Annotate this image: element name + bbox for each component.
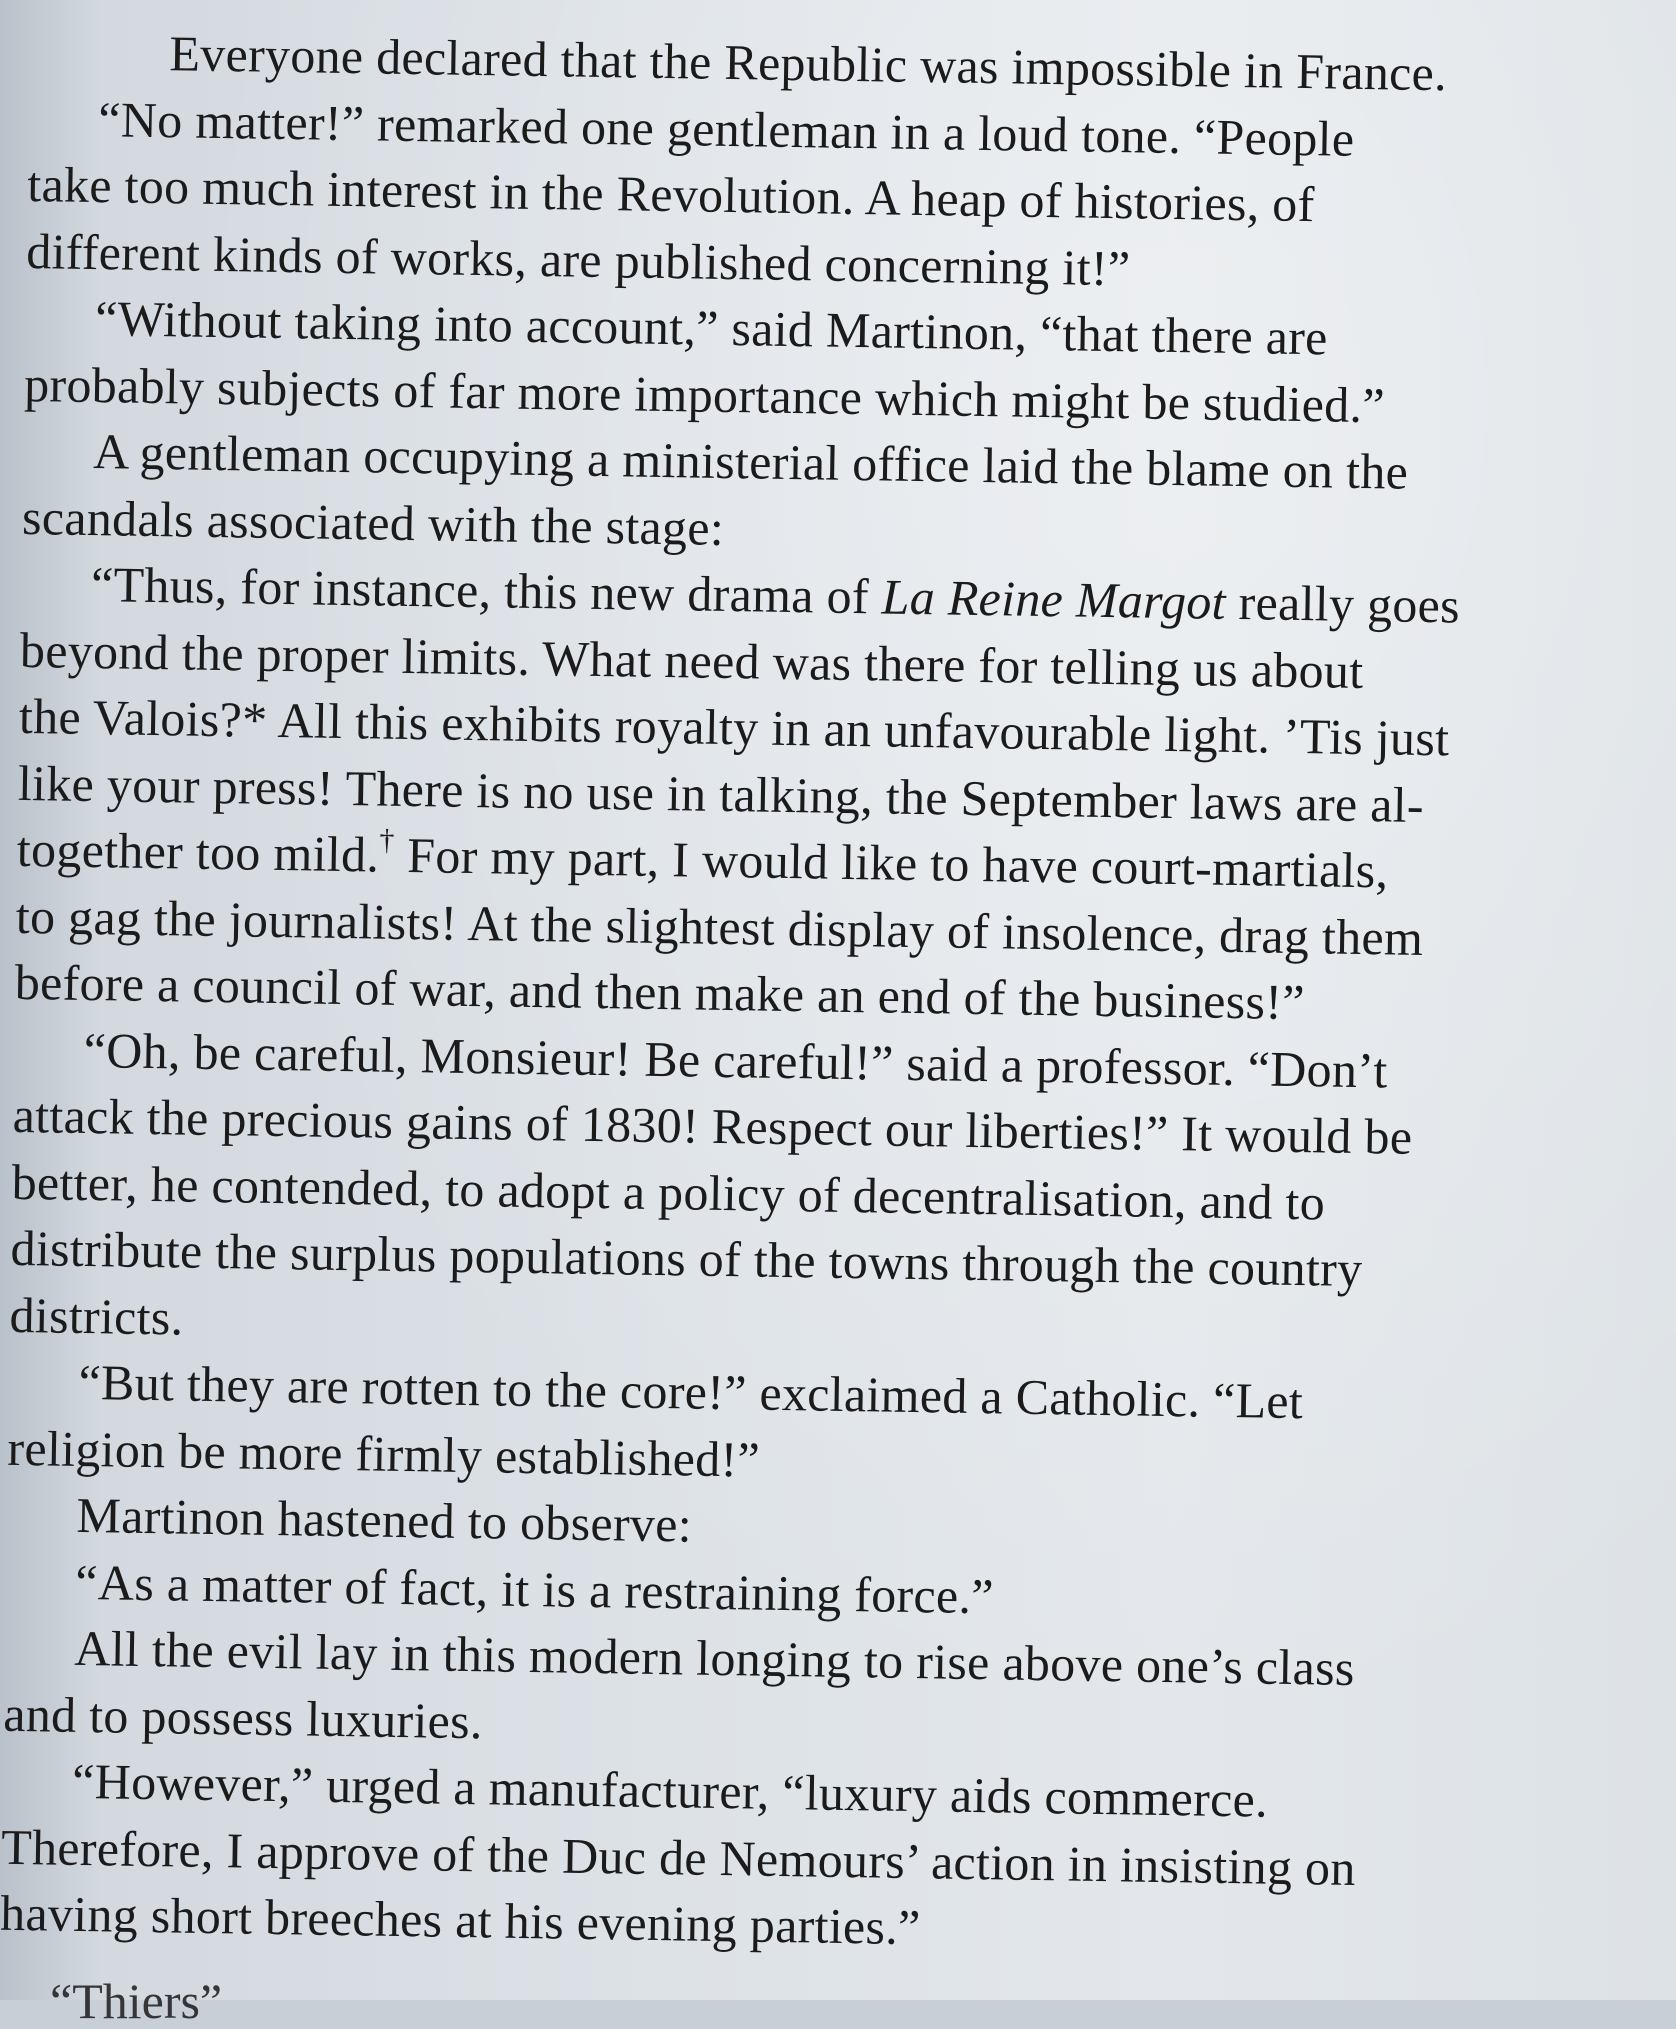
play-title: La Reine Margot xyxy=(881,568,1227,630)
cut-off-next-line xyxy=(50,1973,550,2029)
text-line-4: different kinds of works, are published concerning it!” xyxy=(25,222,1131,296)
text-line-12: like your press! There is no use in talking, the September laws are al- xyxy=(17,754,1425,833)
text-line-6: probably subjects of far more importance which might be studied.” xyxy=(23,355,1386,433)
text-line-27: “However,” urged a manufacturer, “luxury aids commerce. xyxy=(71,1752,1269,1828)
text-line-19: distribute the surplus populations of the towns through the country xyxy=(10,1219,1363,1298)
text-line-24: “As a matter of fact, it is a restraining force.” xyxy=(75,1553,995,1624)
text-line-14: to gag the journalists! At the slightest display of insolence, drag them xyxy=(15,887,1424,966)
text-line-7: A gentleman occupying a ministerial office laid the blame on the xyxy=(92,423,1409,500)
text-line-13-end: For my part, I would like to have court-martials, xyxy=(394,826,1389,899)
text-line-2: “No matter!” remarked one gentleman in a loud tone. “People xyxy=(97,90,1355,167)
text-line-26: and to possess luxuries. xyxy=(2,1685,484,1749)
text-line-25: All the evil lay in this modern longing to rise above one’s class xyxy=(73,1619,1356,1697)
text-line-20: districts. xyxy=(9,1286,184,1346)
text-line-9-start: “Thus, for instance, this new drama of xyxy=(90,556,883,625)
text-line-29: having short breeches at his evening parties.” xyxy=(0,1884,922,1956)
text-line-5: “Without taking into account,” said Martinon, “that there are xyxy=(94,290,1329,366)
text-line-3: take too much interest in the Revolution. A heap of histories, of xyxy=(26,155,1316,233)
text-line-11: the Valois?* All this exhibits royalty in an unfavourable light. ’Tis just xyxy=(18,687,1450,767)
page-text xyxy=(0,18,1640,1972)
text-line-10: beyond the proper limits. What need was there for telling us about xyxy=(19,621,1364,699)
text-line-13-start: together too mild. xyxy=(16,820,380,883)
text-line-1: Everyone declared that the Republic was impossible in France. xyxy=(169,25,1448,102)
text-line-22: religion be more firmly established!” xyxy=(7,1419,761,1488)
text-line-9-end: really goes xyxy=(1225,573,1461,634)
text-line-15: before a council of war, and then make an end of the business!” xyxy=(14,953,1306,1031)
text-line-28: Therefore, I approve of the Duc de Nemours’ action in insisting on xyxy=(0,1818,1357,1896)
footnote-dagger: † xyxy=(379,823,395,857)
cut-off-next-line-text: “Thiers” xyxy=(50,1973,223,2029)
text-line-23: Martinon hastened to observe: xyxy=(76,1486,693,1553)
text-line-8: scandals associated with the stage: xyxy=(21,488,725,556)
text-line-16: “Oh, be careful, Monsieur! Be careful!” said a professor. “Don’t xyxy=(83,1021,1388,1098)
text-line-17: attack the precious gains of 1830! Respect our liberties!” It would be xyxy=(12,1086,1413,1165)
text-line-21: “But they are rotten to the core!” exclaimed a Catholic. “Let xyxy=(78,1353,1304,1430)
text-line-18: better, he contended, to adopt a policy of decentralisation, and to xyxy=(11,1153,1326,1230)
